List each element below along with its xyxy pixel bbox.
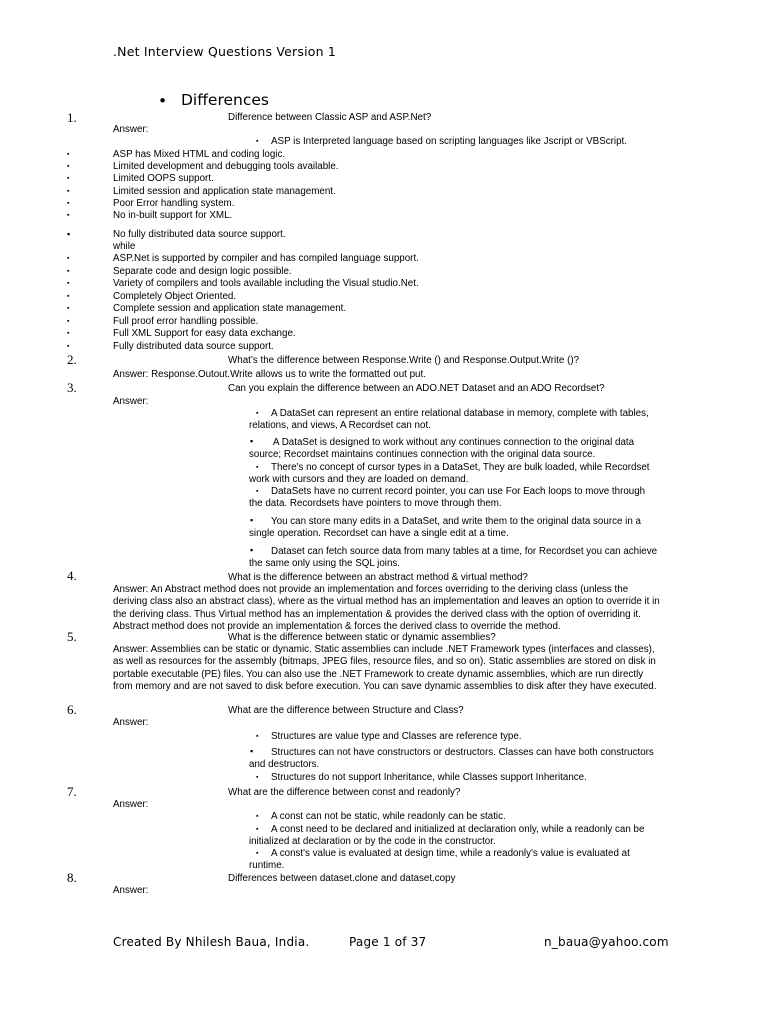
bullet-icon: ▪ [67, 293, 70, 300]
answer-text: Answer: An Abstract method does not provide an implementation and forces overriding to the deriving class (unless the deriving class also an abstract class), where as the virtual method has an implementation and leaves an option to override it in the deriving class. Thus Virtual method has an implementation & provides the derived class with the option of overriding it. Abstract method does not provide an implementation & forces the derived class to override the method. [113, 584, 660, 632]
bullet-icon: ▪ [67, 280, 70, 287]
bullet-icon: ▪ [256, 464, 259, 471]
bullet-icon: ▪ [67, 268, 70, 275]
answer-point: No fully distributed data source support. [113, 229, 286, 240]
section-bullet: • [158, 92, 168, 110]
answer-point: Separate code and design logic possible. [113, 266, 292, 277]
answer-point: Limited session and application state management. [113, 186, 336, 197]
bullet-icon: ▪ [256, 850, 259, 857]
question-number: 3. [67, 380, 77, 395]
question-number: 7. [67, 784, 77, 799]
footer-page-number: Page 1 of 37 [349, 935, 427, 949]
answer-label: Answer: [113, 885, 149, 896]
question-number: 4. [67, 568, 77, 583]
answer-label: Answer: [113, 124, 149, 135]
question-number: 8. [67, 870, 77, 885]
bullet-icon: ▪ [67, 151, 70, 158]
footer-email: n_baua@yahoo.com [544, 935, 669, 949]
answer-label: Answer: [113, 799, 149, 810]
answer-text: Answer: Assemblies can be static or dynamic. Static assemblies can include .NET Framework types (interfaces and classes), as well as resources for the assembly (bitmaps, JPEG files, resource files, and so on). Static assemblies are stored on disk in portable executable (PE) files. You can also use the .NET Framework to create dynamic assemblies, which are run directly from memory and are not saved to disk before execution. You can save dynamic assemblies to disk after they have executed. [113, 644, 657, 692]
question-text: Differences between dataset.clone and dataset.copy [228, 873, 456, 884]
answer-point: Structures do not support Inheritance, while Classes support Inheritance. [271, 772, 587, 783]
answer-point: Completely Object Oriented. [113, 291, 237, 302]
answer-point: There's no concept of cursor types in a DataSet, They are bulk loaded, while Recordset work with cursors and they are loaded on demand. [249, 462, 650, 486]
answer-point: Full proof error handling possible. [113, 316, 259, 327]
bullet-icon: ▪ [250, 515, 254, 525]
section-title: Differences [181, 91, 269, 109]
answer-point: ASP has Mixed HTML and coding logic. [113, 149, 286, 160]
answer-point: You can store many edits in a DataSet, and write them to the original data source in a single operation. Recordset can have a single edit at a time. [249, 516, 641, 540]
answer-point: Dataset can fetch source data from many tables at a time, for Recordset you can achieve the same only using the SQL joins. [249, 546, 658, 570]
bullet-icon: ▪ [250, 436, 254, 446]
bullet-icon: ▪ [67, 305, 70, 312]
question-number: 2. [67, 352, 77, 367]
bullet-icon: ▪ [256, 488, 259, 495]
question-text: What’s the difference between Response.Write () and Response.Output.Write ()? [228, 355, 580, 366]
answer-label: Answer: [113, 717, 149, 728]
answer-point: Fully distributed data source support. [113, 341, 274, 352]
answer-label: Answer: [113, 396, 149, 407]
answer-point: Limited OOPS support. [113, 173, 214, 184]
bullet-icon: ▪ [250, 545, 254, 555]
connector-text: while [113, 241, 136, 252]
bullet-icon: ▪ [67, 318, 70, 325]
answer-point: A const's value is evaluated at design time, while a readonly's value is evaluated at runtime. [249, 848, 630, 872]
bullet-icon: ▪ [256, 813, 259, 820]
answer-point: Limited development and debugging tools available. [113, 161, 339, 172]
header-title: .Net Interview Questions Version 1 [113, 44, 337, 59]
answer-point: DataSets have no current record pointer, you can use For Each loops to move through the data. Recordsets have pointers to move through them. [249, 486, 646, 510]
question-text: Difference between Classic ASP and ASP.Net? [228, 112, 432, 123]
question-number: 5. [67, 629, 77, 644]
question-text: Can you explain the difference between an ADO.NET Dataset and an ADO Recordset? [228, 383, 605, 394]
bullet-icon: ▪ [67, 255, 70, 262]
question-number: 6. [67, 702, 77, 717]
answer-point: ASP.Net is supported by compiler and has compiled language support. [113, 253, 419, 264]
bullet-icon: ▪ [67, 200, 70, 207]
answer-point: A const need to be declared and initialized at declaration only, while a readonly can be initialized at declaration or by the code in the constructor. [249, 824, 645, 848]
bullet-icon: ▪ [256, 410, 259, 417]
bullet-icon: ▪ [250, 746, 254, 756]
bullet-icon: ▪ [256, 138, 259, 145]
answer-point: Structures can not have constructors or destructors. Classes can have both constructors and destructors. [249, 747, 654, 771]
bullet-icon: ▪ [67, 229, 71, 239]
answer-point: Poor Error handling system. [113, 198, 235, 209]
bullet-icon: ▪ [67, 163, 70, 170]
question-text: What is the difference between static or dynamic assemblies? [228, 632, 496, 643]
question-text: What is the difference between an abstract method & virtual method? [228, 572, 528, 583]
answer-point: ASP is Interpreted language based on scripting languages like Jscript or VBScript. [271, 136, 627, 147]
answer-point: Complete session and application state management. [113, 303, 347, 314]
bullet-icon: ▪ [256, 733, 259, 740]
answer-point: A const can not be static, while readonly can be static. [271, 811, 506, 822]
bullet-icon: ▪ [256, 774, 259, 781]
footer-author: Created By Nhilesh Baua, India. [113, 935, 310, 949]
bullet-icon: ▪ [67, 330, 70, 337]
answer-point: Full XML Support for easy data exchange. [113, 328, 296, 339]
question-number: 1. [67, 110, 77, 125]
answer-point: Variety of compilers and tools available including the Visual studio.Net. [113, 278, 419, 289]
answer-point: A DataSet is designed to work without any continues connection to the original data source; Recordset maintains continues connection with the original data source. [249, 437, 635, 461]
bullet-icon: ▪ [67, 175, 70, 182]
bullet-icon: ▪ [67, 212, 70, 219]
question-text: What are the difference between Structure and Class? [228, 705, 464, 716]
answer-point: Structures are value type and Classes are reference type. [271, 731, 522, 742]
bullet-icon: ▪ [256, 826, 259, 833]
answer-point: No in-built support for XML. [113, 210, 233, 221]
question-text: What are the difference between const and readonly? [228, 787, 461, 798]
bullet-icon: ▪ [67, 188, 70, 195]
bullet-icon: ▪ [67, 343, 70, 350]
answer-text: Answer: Response.Outout.Write allows us to write the formatted out put. [113, 369, 426, 380]
answer-point: A DataSet can represent an entire relational database in memory, complete with tables, relations, and views, A Recordset can not. [249, 408, 649, 432]
